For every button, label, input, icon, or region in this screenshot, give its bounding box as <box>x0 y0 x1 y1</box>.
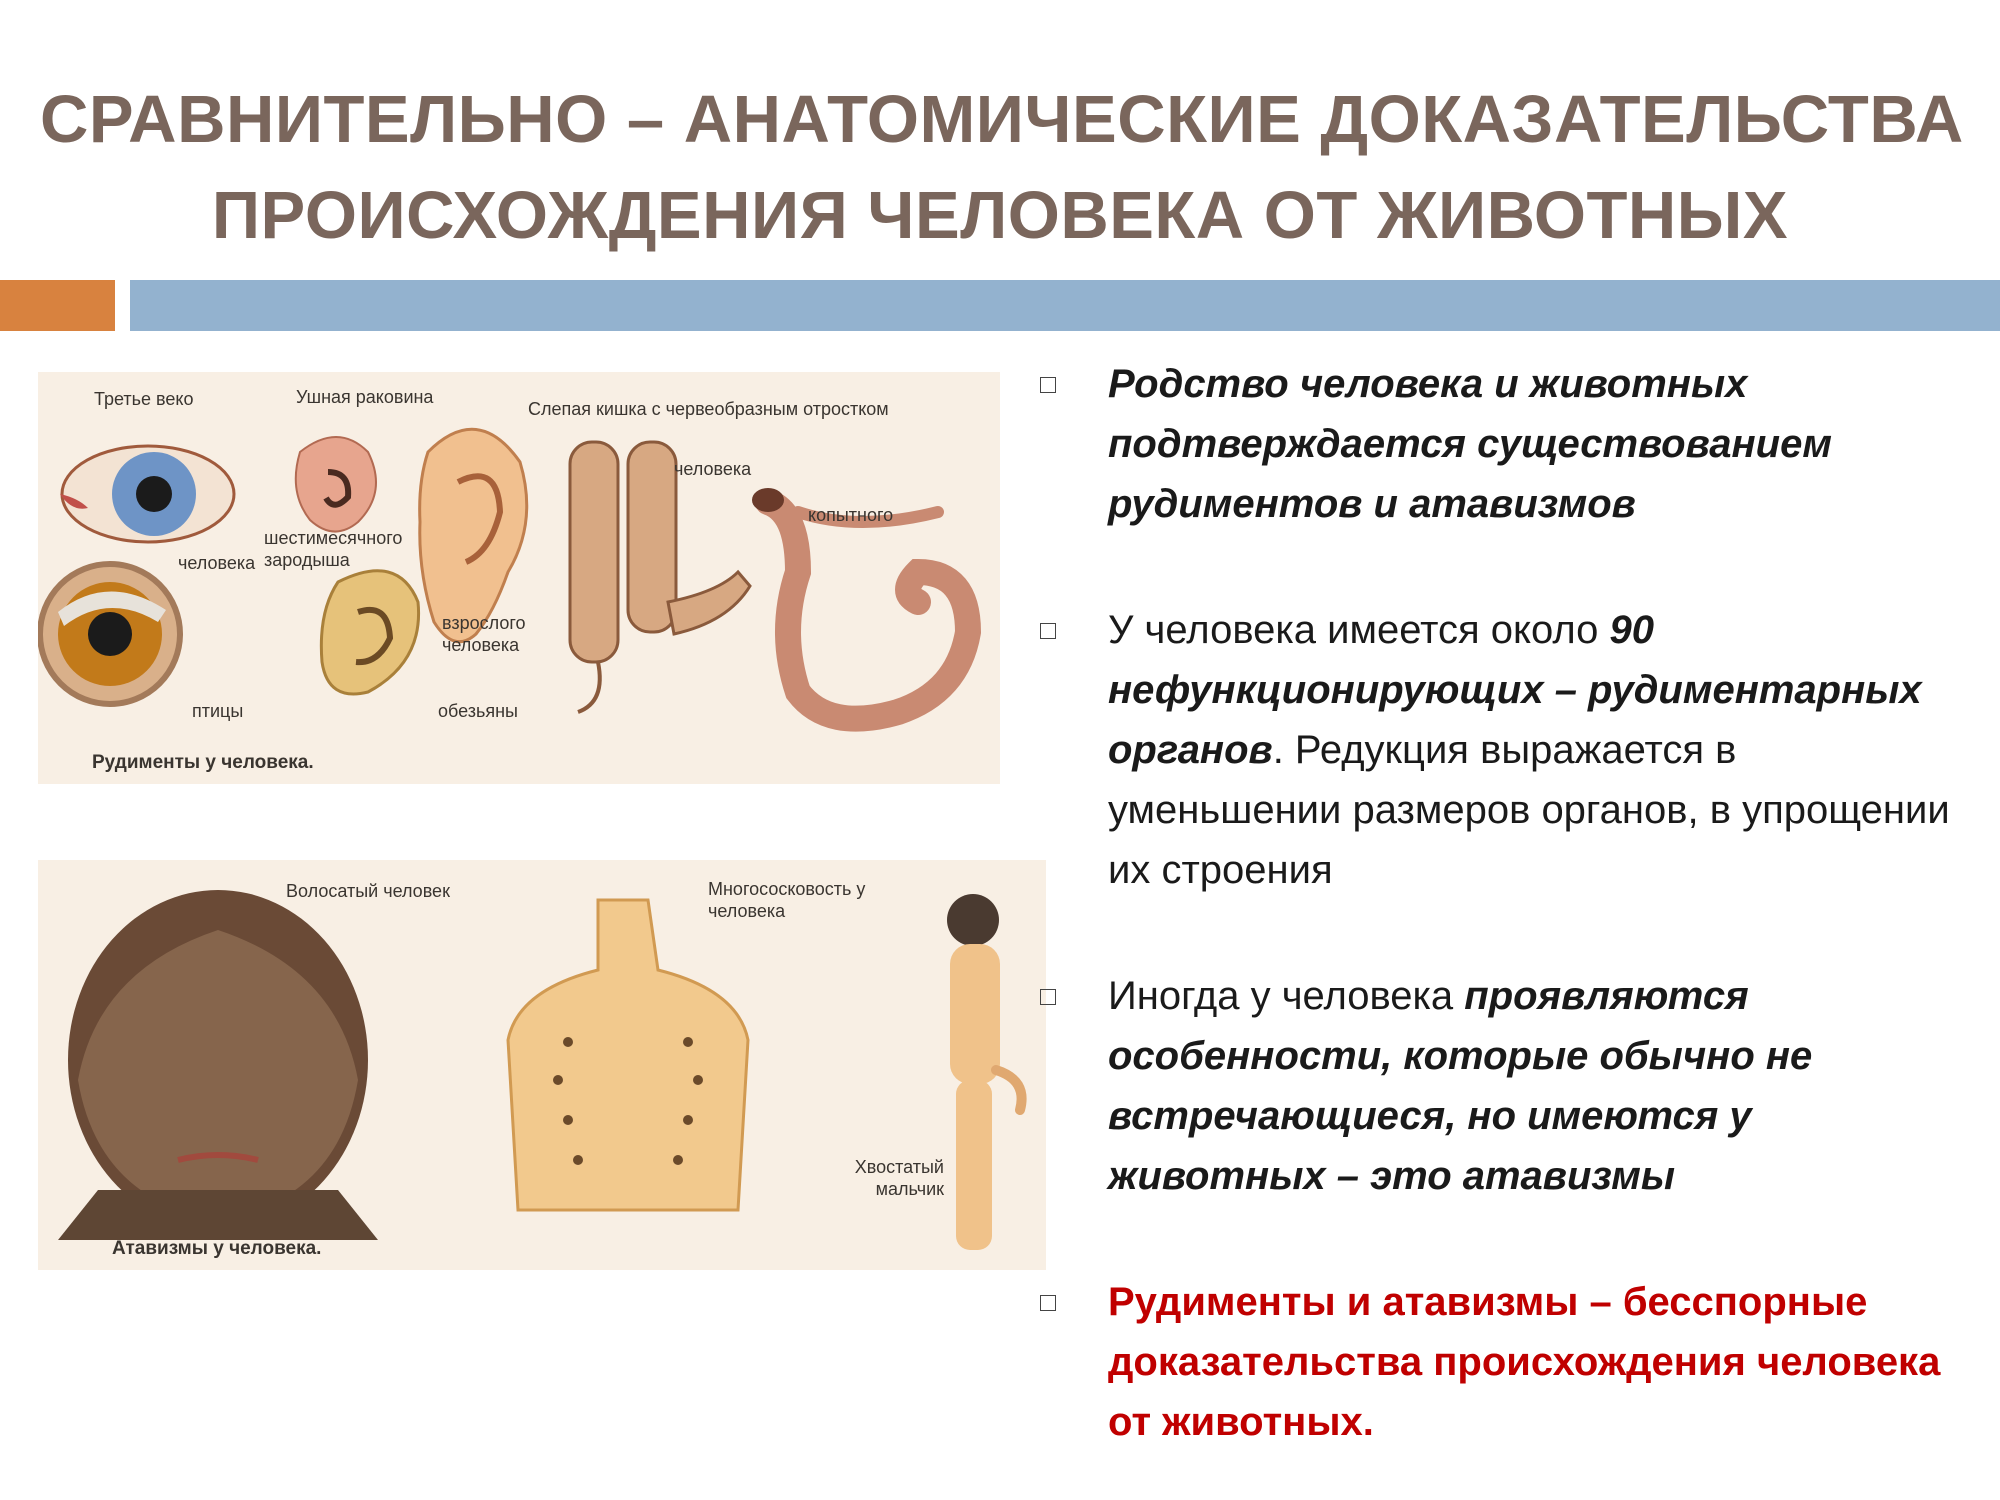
atavisms-caption: Атавизмы у человека. <box>112 1238 322 1259</box>
monkey-ear-icon <box>321 571 418 694</box>
slide-title <box>40 72 1964 264</box>
embryo-ear-icon <box>296 437 376 532</box>
label-tailed: Хвостатый мальчик <box>854 1157 944 1199</box>
rudiments-drawing <box>38 372 1000 784</box>
atavisms-illustration <box>38 860 1046 1270</box>
bird-eye-icon <box>40 564 180 704</box>
bullet-3-text-b: проявляются особенности, которые обычно не встречающиеся, но имеются у животных – это атавизмы <box>1108 974 1813 1198</box>
label-cecum-human: человека <box>674 459 752 479</box>
bullet-item-2 <box>1038 600 1958 900</box>
bullet-2-text-b: 90 нефункционирующих – рудиментарных органов <box>1108 608 1922 772</box>
bullet-4-text: Рудименты и атавизмы – бесспорные доказательства происхождения человека от животных. <box>1108 1280 1941 1444</box>
bullet-3-text-a: Иногда у человека <box>1108 974 1465 1018</box>
bullet-list <box>1038 354 1958 1452</box>
adult-ear-icon <box>420 429 527 641</box>
label-polymastia: Многососковость у человека <box>708 879 866 921</box>
human-eye-icon <box>60 446 234 542</box>
label-bird-eye: птицы <box>192 701 244 721</box>
label-adult: взрослого человека <box>442 613 526 655</box>
label-human-eye: человека <box>178 553 256 573</box>
title-line-1: СРАВНИТЕЛЬНО – АНАТОМИЧЕСКИЕ ДОКАЗАТЕЛЬСТВА <box>40 82 1964 157</box>
bullet-2-text-a: У человека имеется около <box>1108 608 1610 652</box>
label-auricle: Ушная раковина <box>296 387 434 407</box>
label-third-eyelid: Третье веко <box>94 389 194 409</box>
bullet-2-text-c: . Редукция выражается в уменьшении размеров органов, в упрощении их строения <box>1108 728 1950 892</box>
rudiments-caption: Рудименты у человека. <box>92 752 314 773</box>
hairy-man-icon <box>58 890 378 1240</box>
label-hairy: Волосатый человек <box>286 881 450 901</box>
bullet-item-1 <box>1038 354 1958 534</box>
bullet-square-icon <box>1040 1295 1056 1311</box>
accent-bar-orange <box>0 280 115 331</box>
bullet-item-3 <box>1038 966 1958 1206</box>
bullet-square-icon <box>1040 623 1056 639</box>
label-cecum-ungulate: копытного <box>808 505 894 525</box>
title-line-2: ПРОИСХОЖДЕНИЯ ЧЕЛОВЕКА ОТ ЖИВОТНЫХ <box>211 178 1789 253</box>
bullet-square-icon <box>1040 989 1056 1005</box>
tailed-boy-icon <box>947 894 1022 1250</box>
human-cecum-icon <box>570 442 750 712</box>
label-cecum: Слепая кишка с червеобразным отростком <box>528 399 889 419</box>
accent-bar-blue <box>130 280 2000 331</box>
label-embryo: шестимесячного зародыша <box>264 528 403 570</box>
label-monkey: обезьяны <box>438 701 518 721</box>
rudiments-illustration <box>38 372 1000 784</box>
polymastia-torso-icon <box>508 900 748 1210</box>
bullet-item-4 <box>1038 1272 1958 1452</box>
bullet-1-text: Родство человека и животных подтверждается существованием рудиментов и атавизмов <box>1108 362 1832 526</box>
bullet-square-icon <box>1040 377 1056 393</box>
